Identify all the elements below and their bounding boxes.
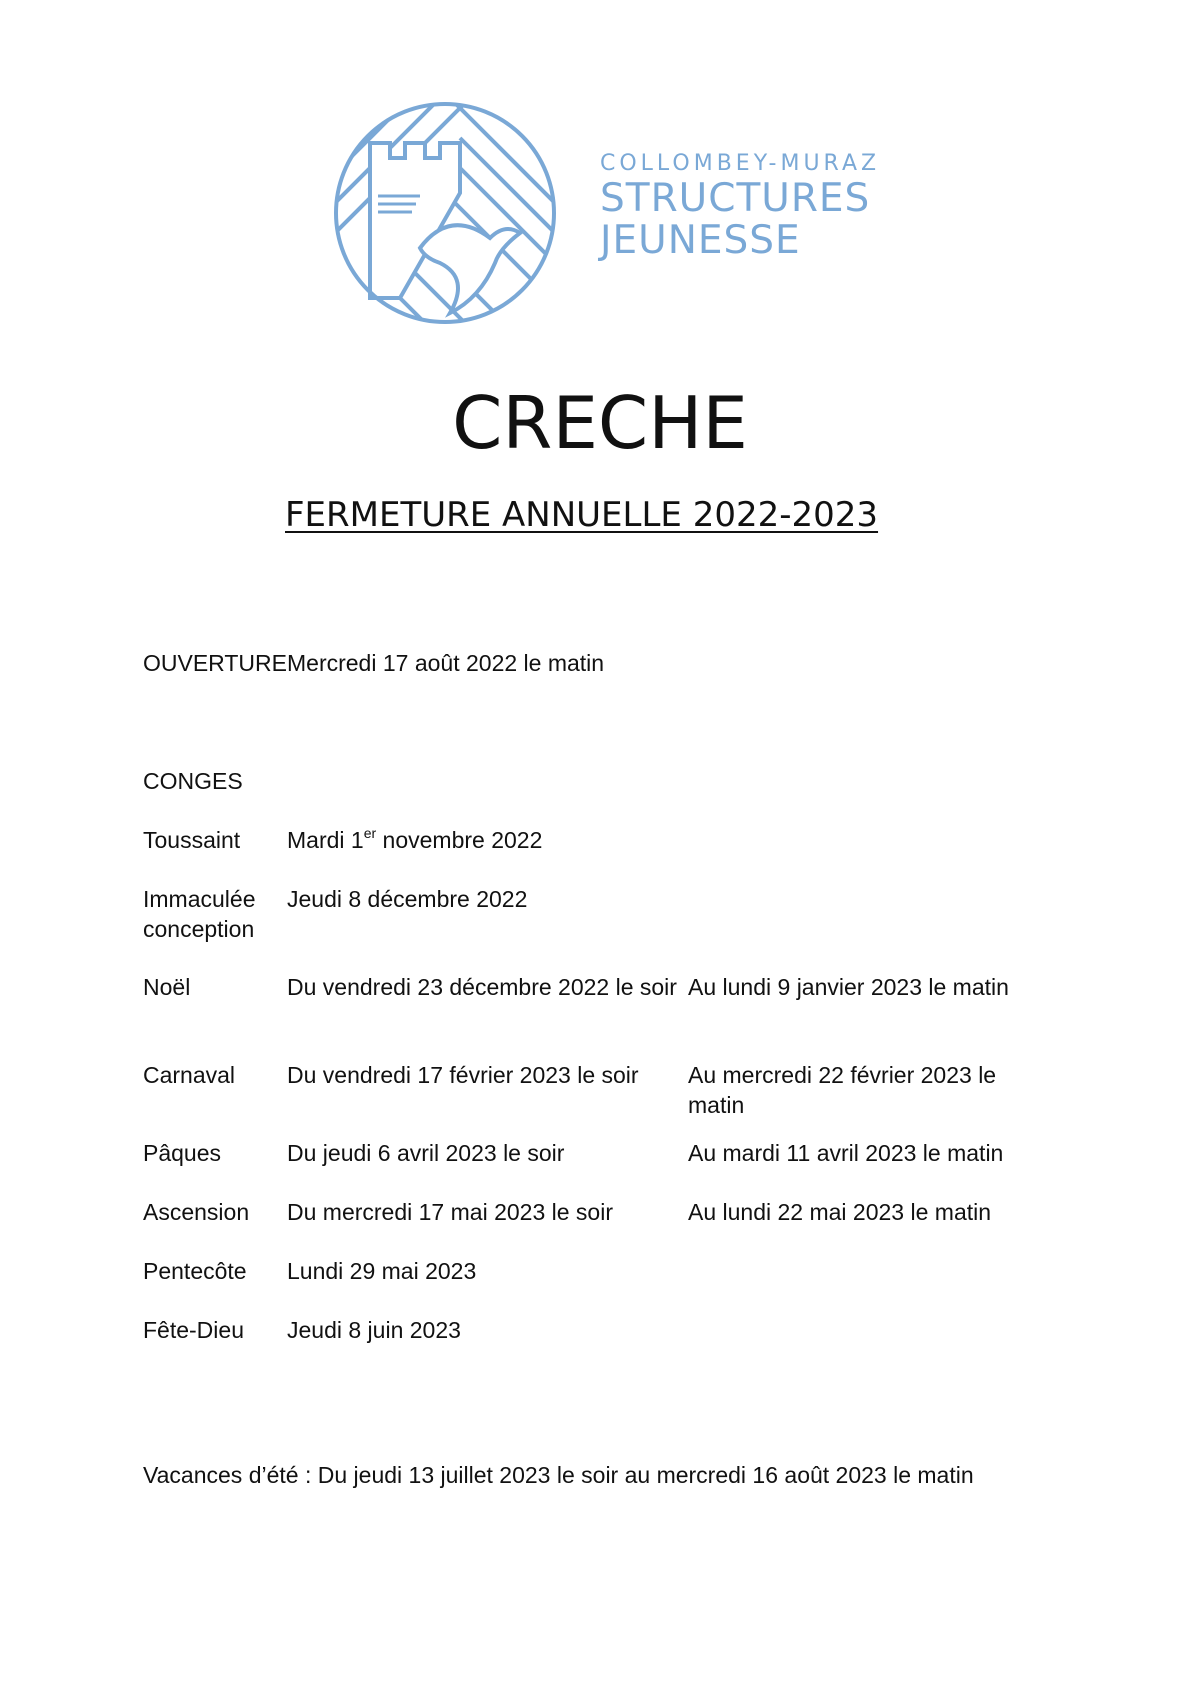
conges-from: Jeudi 8 décembre 2022: [287, 886, 528, 912]
conges-label: Fête-Dieu: [143, 1317, 244, 1343]
conges-label: Toussaint: [143, 827, 241, 853]
conges-from: Mardi 1er novembre 2022: [287, 825, 543, 853]
collombey-muraz-logo-icon: [330, 98, 560, 328]
conges-to: Au lundi 9 janvier 2023 le matin: [688, 974, 1009, 1000]
conges-from: Du mercredi 17 mai 2023 le soir: [287, 1199, 613, 1225]
logo-structures: STRUCTURES: [600, 176, 871, 221]
conges-label: Pâques: [143, 1140, 222, 1166]
logo-jeunesse: JEUNESSE: [600, 218, 801, 263]
conges-label: Immaculée conception: [143, 886, 256, 942]
conges-from: Du jeudi 6 avril 2023 le soir: [287, 1140, 565, 1166]
conges-to: Au mardi 11 avril 2023 le matin: [688, 1140, 1004, 1166]
summer-holidays-line: [143, 1460, 974, 1490]
conges-label: Ascension: [143, 1199, 250, 1225]
conges-label: Pentecôte: [143, 1258, 247, 1284]
conges-from: Jeudi 8 juin 2023: [287, 1317, 461, 1343]
conges-from: Lundi 29 mai 2023: [287, 1258, 477, 1284]
conges-to: Au mercredi 22 février 2023 le matin: [688, 1062, 997, 1118]
conges-to: Au lundi 22 mai 2023 le matin: [688, 1199, 992, 1225]
ouverture-label: OUVERTURE: [143, 650, 287, 676]
conges-from: Du vendredi 23 décembre 2022 le soir: [287, 974, 677, 1000]
summer-label: Vacances d’été :: [143, 1462, 312, 1488]
page-title: CRECHE: [452, 381, 748, 465]
conges-label: Noël: [143, 974, 191, 1000]
conges-label: Carnaval: [143, 1062, 236, 1088]
logo-town-name: COLLOMBEY-MURAZ: [600, 151, 881, 176]
logo-wordmark: [600, 150, 880, 262]
conges-heading: CONGES: [143, 768, 243, 794]
ouverture-value: Mercredi 17 août 2022 le matin: [287, 650, 605, 676]
summer-value: Du jeudi 13 juillet 2023 le soir au mercredi 16 août 2023 le matin: [311, 1462, 974, 1488]
conges-from: Du vendredi 17 février 2023 le soir: [287, 1062, 639, 1088]
page-subtitle: FERMETURE ANNUELLE 2022-2023: [285, 495, 879, 535]
